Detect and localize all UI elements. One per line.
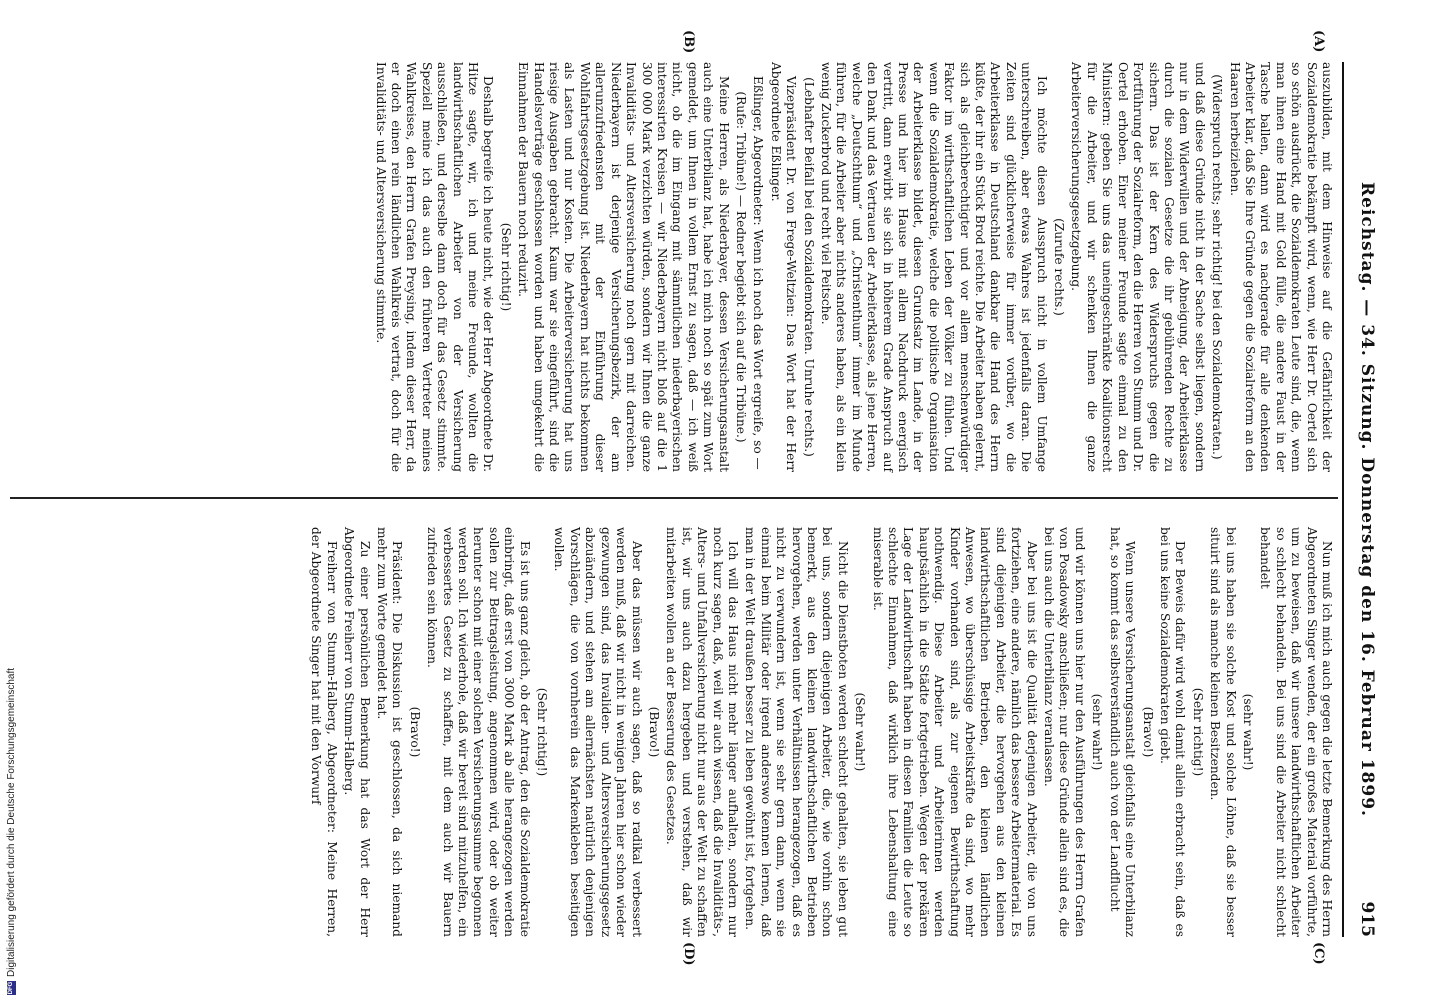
speaker-paragraph: Vizepräsident Dr. von Frege-Weltzien: Das Wort hat der Herr Abgeordnete Eßlinger.	[768, 62, 799, 472]
margin-marker-c: (C)	[1311, 942, 1326, 965]
speaker-paragraph: Freiherr von Stumm-Halberg, Abgeordneter: Meine Herren, der Abgeordnete Singer hat mit den Vorwurf	[309, 527, 339, 937]
paragraph: Nicht die Dienstboten werden schlecht gehalten, sie leben gut bei uns, sondern diejenigen Arbeiter, die, wie vorhin schon bemerkt, aus den kleinen landwirthschaftlichen Betrieben hervorgehen, werden unter Verhältnissen herangezogen, daß es nicht zu verwundern ist, wenn sie sehr gern dann, wenn sie einmal beim Militär oder irgend anderswo kennen lernen, daß man in der Welt draußen besser zu leben gewöhnt ist, fortgehen.	[743, 527, 850, 937]
interjection: (Bravo!)	[646, 706, 661, 758]
dfg-logo: DFG	[7, 981, 14, 995]
margin-marker-d: (D)	[681, 942, 696, 966]
credit-text: Digitalisierung gefördert durch die Deutsche Forschungsgemeinschaft	[6, 667, 17, 977]
speaker-paragraph: Eßlinger, Abgeordneter: Wenn ich noch das Wort ergreife, so —	[751, 76, 766, 470]
interjection: (Sehr wahr!)	[853, 692, 868, 772]
header-rule	[1342, 62, 1344, 937]
interjection: (Widerspruch rechts; sehr richtig! bei den Sozialdemokraten.)	[1210, 74, 1225, 460]
column-divider	[10, 497, 1338, 499]
paragraph: Ich möchte diesen Ausspruch nicht in vollem Umfange unterschreiben, aber etwas Wahres ist jedenfalls daran. Die Zeiten sind glücklicherweise für immer vorüber, wo die Arbeiterklasse in Deutschland dankbar die Hand des Herrn küßte, der ihr ein Stück Brod reichte. Die Arbeiter haben gelernt, sich als gleichberechtigter und vor allem menschenwürdiger Faktor im wirthschaftlichen Leben der Völker zu fühlen. Und wenn die Sozialdemokratie, welche die politische Organisation der Arbeiterklasse bildet, diesen Grundsatz im Lande, in der Presse und hier im Hause mit allem Nachdruck energisch vertritt, dann erwirbt sie sich in höherem Grade Anspruch auf den Dank und das Vertrauen der Arbeiterklasse, als jene Herren, welche „Deutschthum“ und „Christenthum“ immer im Munde führen, für die Arbeiter aber nichts anderes haben, als ein klein wenig Zuckerbrod und recht viel Peitsche.	[819, 62, 1049, 472]
interjection: (sehr wahr!)	[1090, 693, 1105, 771]
paragraph: Aber bei uns ist die Qualität derjenigen Arbeiter, die von uns fortziehen, eine andere, nämlich das bessere Arbeitermaterial. Es sind diejenigen Arbeiter, die hervorgehen aus den kleinen landwirthschaftlichen Betrieben, den kleinen ländlichen Anwesen, wo überschüssige Arbeitskräfte da sind, wo mehr Kinder vorhanden sind, als zur eigenen Bewirthschaftung nothwendig. Diese Arbeiter und Arbeiterinnen werden hauptsächlich in die Städte fortgetrieben. Wegen der prekären Lage der Landwirthschaft haben in diesen Familien die Leute so schlechte Einnahmen, daß wirklich ihre Lebenshaltung eine miserable ist.	[870, 527, 1039, 937]
page-title: Reichstag. — 34. Sitzung. Donnerstag den 16. Februar 1899.	[1357, 182, 1377, 817]
interjection: (Bravo!)	[407, 706, 422, 758]
interjection: (Sehr richtig!)	[498, 222, 513, 312]
paragraph: Nun muß ich mich auch gegen die letzte Bemerkung des Herrn Abgeordneten Singer wenden, der ein großes Material vorführte, um zu beweisen, daß wir unsere landwirthschaftlichen Arbeiter so schlecht behandeln. Bei uns sind die Arbeiter nicht schlecht behandelt	[1258, 527, 1334, 937]
interjection: (Sehr richtig!)	[1190, 687, 1205, 777]
paragraph: Meine Herren, als Niederbayer, dessen Versicherungsanstalt auch eine Unterbilanz hat, habe ich mich noch so spät zum Wort gemeldet, um Ihnen in vollem Ernst zu sagen, daß — ich weiß nicht, ob die im Eingang mit sämmtlichen niederbayerischen interessirten Kreisen — wir Niederbayern nicht bloß auf die 1 300 000 Mark verzichten würden, sondern wir Ihnen die ganze Invaliditäts- und Altersversicherung noch gern mit darreichen. Niederbayern ist derjenige Versicherungsbezirk, der am allerunzufriedensten mit der Einführung dieser Wohlfahrtsgesetzgebung ist. Niederbayern hat nichts bekommen als Lasten und nur Kosten. Die Arbeiterversicherung hat uns riesige Ausgaben gebracht. Kaum war sie eingeführt, sind die Handelsverträge geschlossen worden und haben umgekehrt die Einnahmen der Bauern noch reduzirt.	[516, 62, 731, 472]
page-header	[1350, 62, 1384, 937]
interjection: (Rufe: Tribüne!) — Redner begiebt sich auf die Tribüne.)	[733, 91, 748, 443]
page-number: 915	[1357, 901, 1377, 937]
paragraph: und wir können uns hier nur den Ausführungen des Herrn Grafen von Posadowsky anschließen; nur diese Gründe allein sind es, die bei uns auch die Unterbilanz veranlassen.	[1042, 527, 1087, 937]
paragraph: Deshalb begreife ich heute nicht, wie der Herr Abgeordnete Dr. Hitze sagte, wir, ich und meine Freunde, wollten die landwirthschaftlichen Arbeiter von der Versicherung ausschließen, und derselbe dann doch für das Gesetz stimmte. Speziell meine ich das auch den früheren Vertreter meines Wahlkreises, den Herrn Grafen Preysing, indem dieser Herr, da er doch einen rein ländlichen Wahlkreis vertrat, doch für die Invaliditäts- und Altersversicherung stimmte.	[373, 62, 496, 472]
interjection: (Sehr richtig!)	[535, 687, 550, 777]
paragraph: Der Beweis dafür wird wohl damit allein erbracht sein, daß es bei uns keine Sozialdemokraten giebt.	[1157, 527, 1188, 937]
margin-marker-b: (B)	[681, 30, 696, 54]
right-column	[306, 527, 1334, 937]
paragraph: und daß diese Gründe nicht in der Sache selbst liegen, sondern nur in dem Widerwillen und der Abneigung, der Arbeiterklasse durch die sozialen Gesetze die ihr gebührenden Rechte zu sichern. Das ist der Kern des Widerspruchs gegen die Fortführung der Sozialreform, den die Herren von Stumm und Dr. Oertel erhoben. Einer meiner Freunde sagte einmal zu den Ministern: geben Sie uns das uneingeschränkte Koalitionsrecht für die Arbeiter, und wir schenken Ihnen die ganze Arbeiterversicherungsgesetzgebung.	[1069, 62, 1207, 472]
interjection: (sehr wahr!)	[1240, 693, 1255, 771]
paragraph: Es ist uns ganz gleich, ob der Antrag, den die Sozialdemokratie einbringt, daß erst von 3000 Mark ab alle herangezogen werden sollen zur Beitragsleistung, angenommen wird, oder ob weiter herunter schon mit einer solchen Versicherungssumme begonnen werden soll. Ich wiederhole, daß wir bereit sind mitzuhelfen, ein verbessertes Gesetz zu schaffen, mit dem auch wir Bauern zufrieden sein können.	[425, 527, 532, 937]
paragraph: Wenn unsere Versicherungsanstalt gleichfalls eine Unterbilanz hat, so kommt das selbstverständlich auch von der Landflucht	[1107, 527, 1138, 937]
speaker-paragraph: Präsident: Die Diskussion ist geschlossen, da sich niemand mehr zum Worte gemeldet hat.	[375, 527, 405, 937]
paragraph: Ich will das Haus nicht mehr länger aufhalten, sondern nur noch kurz sagen, daß, weil wir auch wissen, daß die Invaliditäts-, Alters- und Unfallversicherung nicht nur aus der Welt zu schaffen ist, wir uns auch dazu hergeben und verstehen, daß wir mitarbeiten wollen an der Besserung des Gesetzes.	[664, 527, 740, 937]
paragraph: bei uns haben sie solche Kost und solche Löhne, daß sie besser situirt sind als manche kleinen Besitzenden.	[1208, 527, 1238, 937]
interjection: (Lebhafter Beifall bei den Sozialdemokraten. Unruhe rechts.)	[801, 77, 816, 457]
digitization-credit	[6, 668, 17, 995]
interjection: (Zurufe rechts.)	[1052, 218, 1067, 316]
left-column	[370, 62, 1334, 472]
margin-marker-a: (A)	[1311, 30, 1326, 53]
paragraph: Zu einer persönlichen Bemerkung hat das Wort der Herr Abgeordnete Freiherr von Stumm-Halberg.	[342, 527, 372, 937]
paragraph: Aber das müssen wir auch sagen, daß so radikal verbessert werden muß, daß wir nicht in wenigen Jahren hier schon wieder gezwungen sind, das Invaliden- und Altersversicherungsgesetz abzuändern, und stehen am allernächsten natürlich denjenigen Vorschlägen, die von vornherein das Markenkleben beseitigen wollen.	[552, 527, 644, 937]
interjection: (Bravo!)	[1140, 706, 1155, 758]
scanned-page	[0, 22, 1386, 977]
paragraph: auszubilden, mit dem Hinweise auf die Gefährlichkeit der Sozialdemokratie bekämpft wird, wenn, wie Herr Dr. Oertel sich so schön ausdrückt, die Sozialdemokraten Leute sind, die, wenn man ihnen eine Hand mit Gold fülle, die andere Faust in der Tasche ballen, dann wird es nachgerade für alle denkenden Arbeiter klar, daß Sie Ihre Gründe gegen die Sozialreform an den Haaren herbeiziehen.	[1227, 62, 1334, 472]
